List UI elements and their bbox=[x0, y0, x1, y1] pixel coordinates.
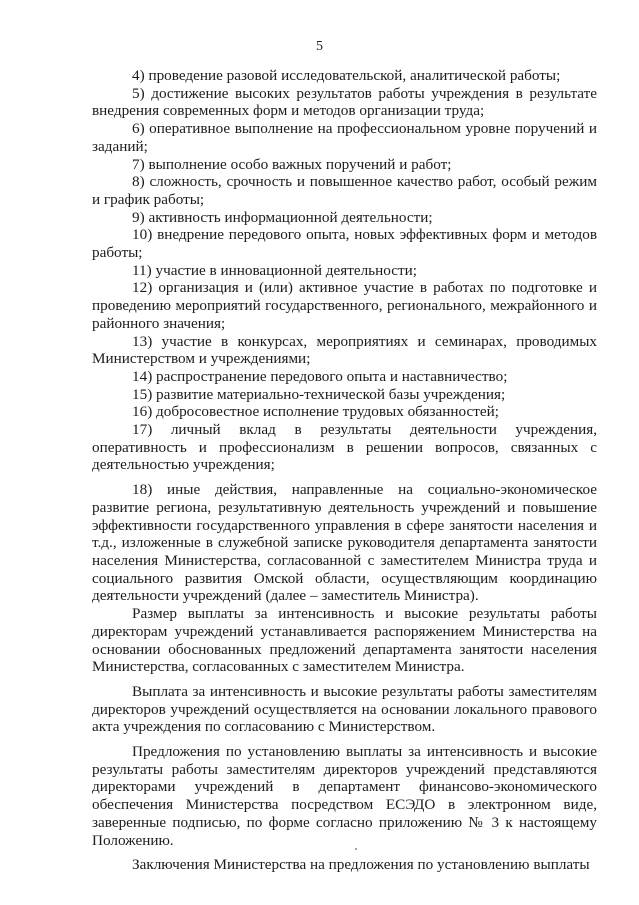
list-item-4: 4) проведение разовой исследовательской, аналитической работы; bbox=[132, 67, 561, 84]
list-item-9: 9) активность информационной деятельности; bbox=[132, 208, 433, 226]
document-body bbox=[92, 67, 597, 874]
list-item-14: 14) распространение передового опыта и наставничество; bbox=[132, 367, 508, 385]
list-item-11: 11) участие в инновационной деятельности; bbox=[132, 261, 417, 279]
list-item-12: 12) организация и (или) активное участие в работах по подготовке и проведению мероприятий государственного, регионального, межрайонного и районного значения; bbox=[92, 279, 597, 332]
list-item-8: 8) сложность, срочность и повышенное качество работ, особый режим и график работы; bbox=[92, 173, 597, 208]
list-item-10: 10) внедрение передового опыта, новых эффективных форм и методов работы; bbox=[92, 226, 597, 262]
list-item-7: 7) выполнение особо важных поручений и работ; bbox=[132, 155, 452, 173]
list-item-15: 15) развитие материально-технической базы учреждения; bbox=[132, 385, 506, 403]
list-item-16: 16) добросовестное исполнение трудовых обязанностей; bbox=[132, 403, 499, 421]
list-item-6: 6) оперативное выполнение на профессиональном уровне поручений и заданий; bbox=[92, 120, 597, 155]
list-item-5: 5) достижение высоких результатов работы учреждения в результате внедрения современных форм и методов организации труда; bbox=[92, 84, 597, 120]
list-item-18: 18) иные действия, направленные на социально-экономическое развитие региона, результативную деятельность учреждений и повышение эффективности государственного управления в сфере занятости населения и т.д., изложенные в служебной записке руководителя департамента занятости населения Министерства, согласованной с заместителем Министра труда и социального развития Омской области, осуществляющим координацию деятельности учреждений (далее – заместитель Министра). bbox=[92, 481, 597, 605]
page-number: 5 bbox=[316, 39, 323, 54]
paragraph-conclusions: Заключения Министерства на предложения по установлению выплаты bbox=[132, 856, 590, 874]
list-item-13: 13) участие в конкурсах, мероприятиях и семинарах, проводимых Министерством и учреждениями; bbox=[92, 332, 597, 368]
paragraph-proposals: Предложения по установлению выплаты за интенсивность и высокие результаты работы заместителям директоров учреждений представляются директорами учреждений в департамент финансово-экономического обеспечения Министерства посредством ЕСЭДО в электронном виде, заверенные подписью, по форме согласно приложению № 3 к настоящему Положению. bbox=[92, 743, 597, 849]
scan-speck bbox=[355, 848, 357, 850]
paragraph-director-payment: Размер выплаты за интенсивность и высокие результаты работы директорам учреждений устанавливается распоряжением Министерства на основании обоснованных предложений департамента занятости населения Министерства, согласованных с заместителем Министра. bbox=[92, 605, 597, 676]
paragraph-deputy-payment: Выплата за интенсивность и высокие результаты работы заместителям директоров учреждений осуществляется на основании локального правового акта учреждения по согласованию с Министерством. bbox=[92, 682, 597, 736]
list-item-17: 17) личный вклад в результаты деятельности учреждения, оперативность и профессионализм в решении вопросов, связанных с деятельностью учреждения; bbox=[92, 421, 597, 474]
